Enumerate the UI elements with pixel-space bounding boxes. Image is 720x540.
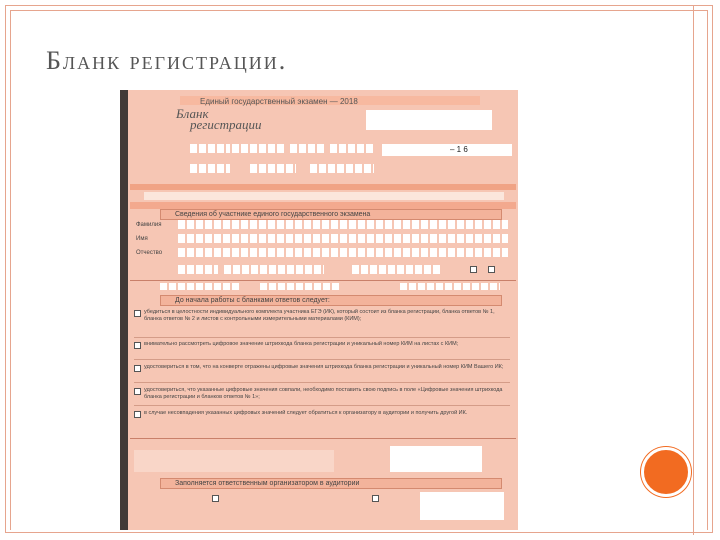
form-title-line2: регистрации	[190, 117, 262, 132]
signature-text-area	[134, 450, 334, 472]
organizer-signature-box	[420, 492, 504, 520]
instruction-2: внимательно рассмотреть цифровое значение штрихкода бланка регистрации и уникальный номер КИМ на листах с КИМ;	[144, 341, 459, 347]
form-title-line1: Бланк	[176, 106, 209, 121]
doc-extra-cells	[352, 265, 442, 274]
form-title	[176, 108, 262, 130]
reserve-cells-1	[160, 283, 240, 290]
patronymic-cells	[178, 248, 508, 257]
instruction-5: в случае несовпадения указанных цифровых значений следует обратиться к организатору в аудитории и получить другой ИК.	[144, 410, 468, 416]
slide-vertical-rule	[693, 5, 694, 535]
instruction-2-box	[134, 342, 141, 349]
warning-strip	[130, 202, 516, 209]
name-cells	[178, 234, 508, 243]
instruction-5-box	[134, 411, 141, 418]
barcode-box	[366, 110, 492, 130]
instruction-3: удостовериться в том, что на конверте отражены цифровые значения штрихкода бланка регистрации и уникальный номер КИМ Вашего ИК;	[144, 364, 504, 370]
decorative-orange-circle	[641, 447, 691, 497]
instruction-sep-3	[134, 382, 510, 383]
slide-title: Бланк регистрации.	[46, 46, 288, 75]
section-participant-title: Сведения об участнике единого государственного экзамена	[175, 211, 371, 218]
instruction-1: убедиться в целостности индивидуального комплекта участника ЕГЭ (ИК), который состоит из бланка регистрации, бланка ответов № 1, бланка ответов № 2 и листов с контрольными измерительными материалами (КИМ);	[144, 309, 495, 322]
section-participant-head	[160, 209, 502, 220]
divider-2	[130, 438, 516, 439]
instruction-3-box	[134, 365, 141, 372]
signature-box	[390, 446, 482, 472]
instruction-sep-4	[134, 405, 510, 406]
organizer-box-2	[372, 495, 379, 502]
section-instructions-title: До начала работы с бланками ответов следует:	[175, 297, 330, 304]
subject-name-cells	[250, 164, 296, 173]
surname-label: Фамилия	[136, 222, 162, 228]
doc-series-cells	[178, 265, 218, 274]
registration-form-image	[120, 90, 518, 530]
form-scan-edge	[120, 90, 128, 530]
section-organizer-title: Заполняется ответственным организатором в аудитории	[175, 480, 360, 487]
school-code-cells	[232, 144, 286, 153]
surname-cells	[178, 220, 508, 229]
organizer-box-1	[212, 495, 219, 502]
patronymic-label: Отчество	[136, 250, 163, 256]
reserve-cells-3	[400, 283, 500, 290]
region-cells	[190, 144, 230, 153]
instruction-4: удостовериться, что указанные цифровые значения совпали, необходимо поставить свою подпись в поле «Цифровые значения штрихкода бланка регистрации и бланков ответов № 1»;	[144, 387, 503, 400]
instructions-strip	[130, 184, 516, 190]
section-instructions-head	[160, 295, 502, 306]
date-cells	[310, 164, 374, 173]
form-header: Единый государственный экзамен — 2018	[200, 97, 358, 106]
class-cells	[290, 144, 324, 153]
gender-m-box	[470, 266, 477, 273]
code-box	[382, 144, 512, 156]
alphabet-sample-row	[144, 192, 504, 200]
ppe-cells	[330, 144, 374, 153]
doc-number-cells	[224, 265, 324, 274]
instruction-sep-1	[134, 337, 510, 338]
instruction-sep-2	[134, 359, 510, 360]
reserve-cells-2	[260, 283, 340, 290]
divider-1	[130, 280, 516, 281]
subject-cells	[190, 164, 230, 173]
gender-f-box	[488, 266, 495, 273]
instruction-4-box	[134, 388, 141, 395]
instruction-1-box	[134, 310, 141, 317]
section-organizer-head	[160, 478, 502, 489]
form-code: – 1 6	[450, 145, 468, 154]
name-label: Имя	[136, 236, 148, 242]
